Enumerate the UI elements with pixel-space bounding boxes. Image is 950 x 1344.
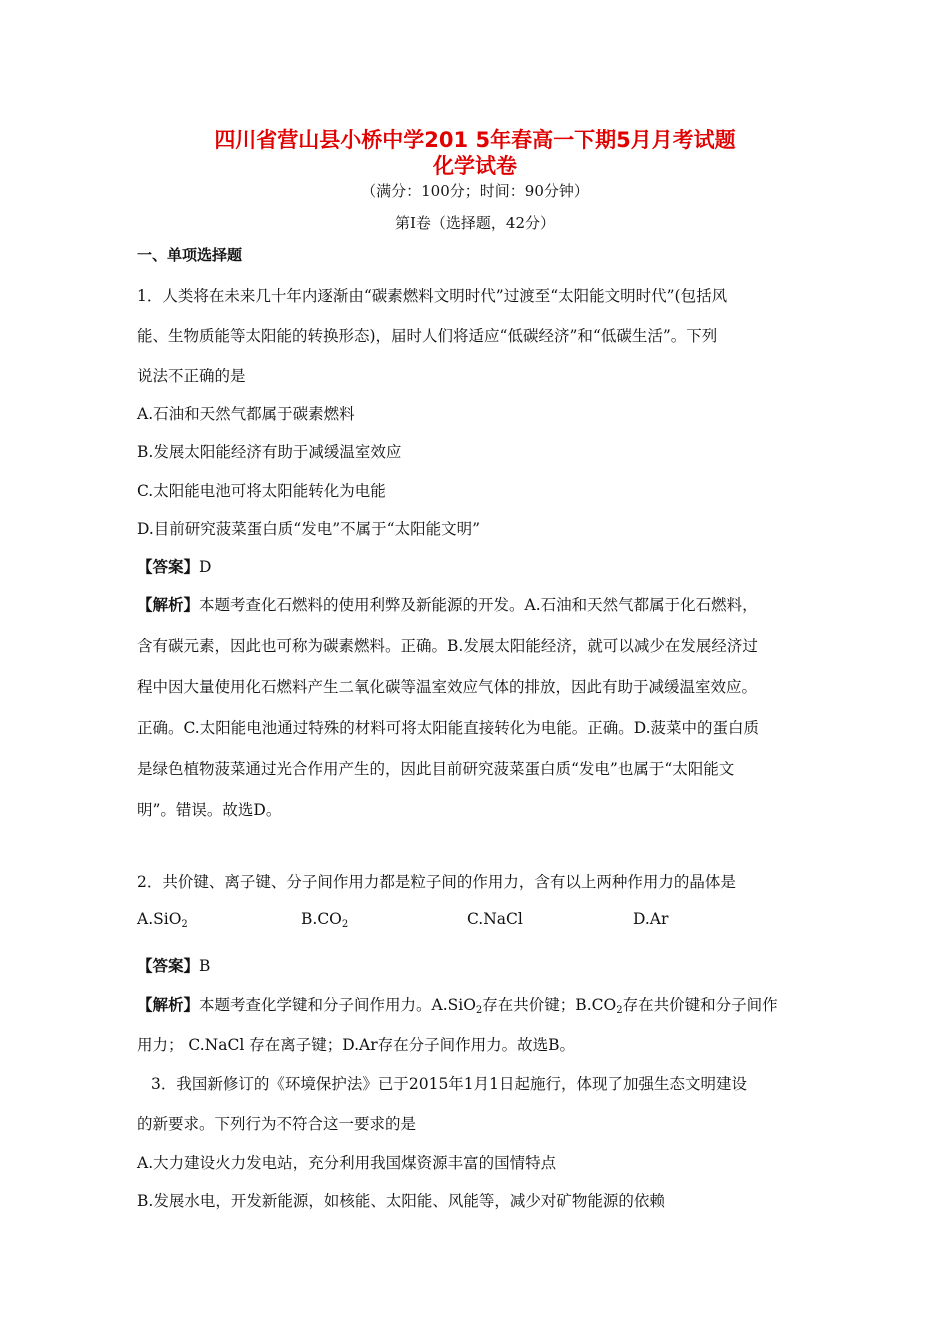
answer-value: D	[199, 558, 212, 576]
analysis-label: 【解析】	[137, 996, 200, 1014]
q1-analysis-line3: 程中因大量使用化石燃料产生二氧化碳等温室效应气体的排放，因此有助于减缓温室效应。	[137, 678, 758, 696]
answer-label: 【答案】	[137, 558, 200, 576]
exam-title: 四川省营山县小桥中学201 5年春高一下期5月月考试题	[214, 128, 736, 152]
q1-option-a: A.石油和天然气都属于碳素燃料	[137, 405, 355, 423]
q1-analysis-line5: 是绿色植物菠菜通过光合作用产生的，因此目前研究菠菜蛋白质“发电”也属于“太阳能文	[137, 760, 735, 778]
q1-analysis-line2: 含有碳元素，因此也可称为碳素燃料。正确。B.发展太阳能经济，就可以减少在发展经济过	[137, 637, 758, 655]
q1-stem-line3: 说法不正确的是	[137, 367, 246, 385]
q1-option-c: C.太阳能电池可将太阳能转化为电能	[137, 482, 386, 500]
q2-option-d: D.Ar	[633, 910, 669, 928]
q2-analysis-line1: 【解析】本题考查化学键和分子间作用力。A.SiO$_2$存在共价键；$B.CO_2$存在共价键和分子间作	[137, 996, 778, 1016]
answer-label: 【答案】	[137, 957, 200, 975]
q2-option-b: $B.CO_2$	[301, 910, 349, 930]
section-title: 第I卷（选择题，42分）	[394, 214, 555, 232]
q3-option-b: B.发展水电，开发新能源，如核能、太阳能、风能等，减少对矿物能源的依赖	[137, 1192, 665, 1210]
q2-analysis-line2: 用力； C.NaCl 存在离子键；D.Ar存在分子间作用力。故选B。	[137, 1036, 576, 1054]
q3-stem-line2: 的新要求。下列行为不符合这一要求的是	[137, 1115, 417, 1133]
part-title: 一、单项选择题	[137, 246, 243, 264]
q1-analysis-line1	[137, 593, 758, 615]
q1-option-d: D.目前研究菠菜蛋白质“发电”不属于“太阳能文明”	[137, 520, 480, 538]
analysis-label: 【解析】	[137, 596, 200, 614]
score-info: （满分：100分；时间：90分钟）	[361, 182, 589, 200]
q1-answer	[137, 555, 211, 577]
q3-option-a: A.大力建设火力发电站，充分利用我国煤资源丰富的国情特点	[137, 1154, 557, 1172]
q1-stem-line1: 1．人类将在未来几十年内逐渐由“碳素燃料文明时代”过渡至“太阳能文明时代”(包括风	[137, 287, 728, 305]
answer-value: B	[199, 957, 211, 975]
exam-subtitle: 化学试卷	[433, 154, 517, 178]
analysis-text: 本题考查化石燃料的使用利弊及新能源的开发。A.石油和天然气都属于化石燃料，	[199, 596, 758, 614]
q2-option-a: A.SiO$_2$	[137, 910, 188, 930]
q3-stem-line1: 3．我国新修订的《环境保护法》已于2015年1月1日起施行，体现了加强生态文明建设	[151, 1075, 748, 1093]
q2-answer	[137, 954, 210, 976]
q1-analysis-line6: 明”。错误。故选D。	[137, 801, 282, 819]
q1-analysis-line4: 正确。C.太阳能电池通过特殊的材料可将太阳能直接转化为电能。正确。D.菠菜中的蛋白质	[137, 719, 760, 737]
q2-option-c: C.NaCl	[467, 910, 523, 928]
q2-stem: 2．共价键、离子键、分子间作用力都是粒子间的作用力，含有以上两种作用力的晶体是	[137, 873, 736, 891]
q1-stem-line2: 能、生物质能等太阳能的转换形态)，届时人们将适应“低碳经济”和“低碳生活”。下列	[137, 327, 718, 345]
q1-option-b: B.发展太阳能经济有助于减缓温室效应	[137, 443, 402, 461]
